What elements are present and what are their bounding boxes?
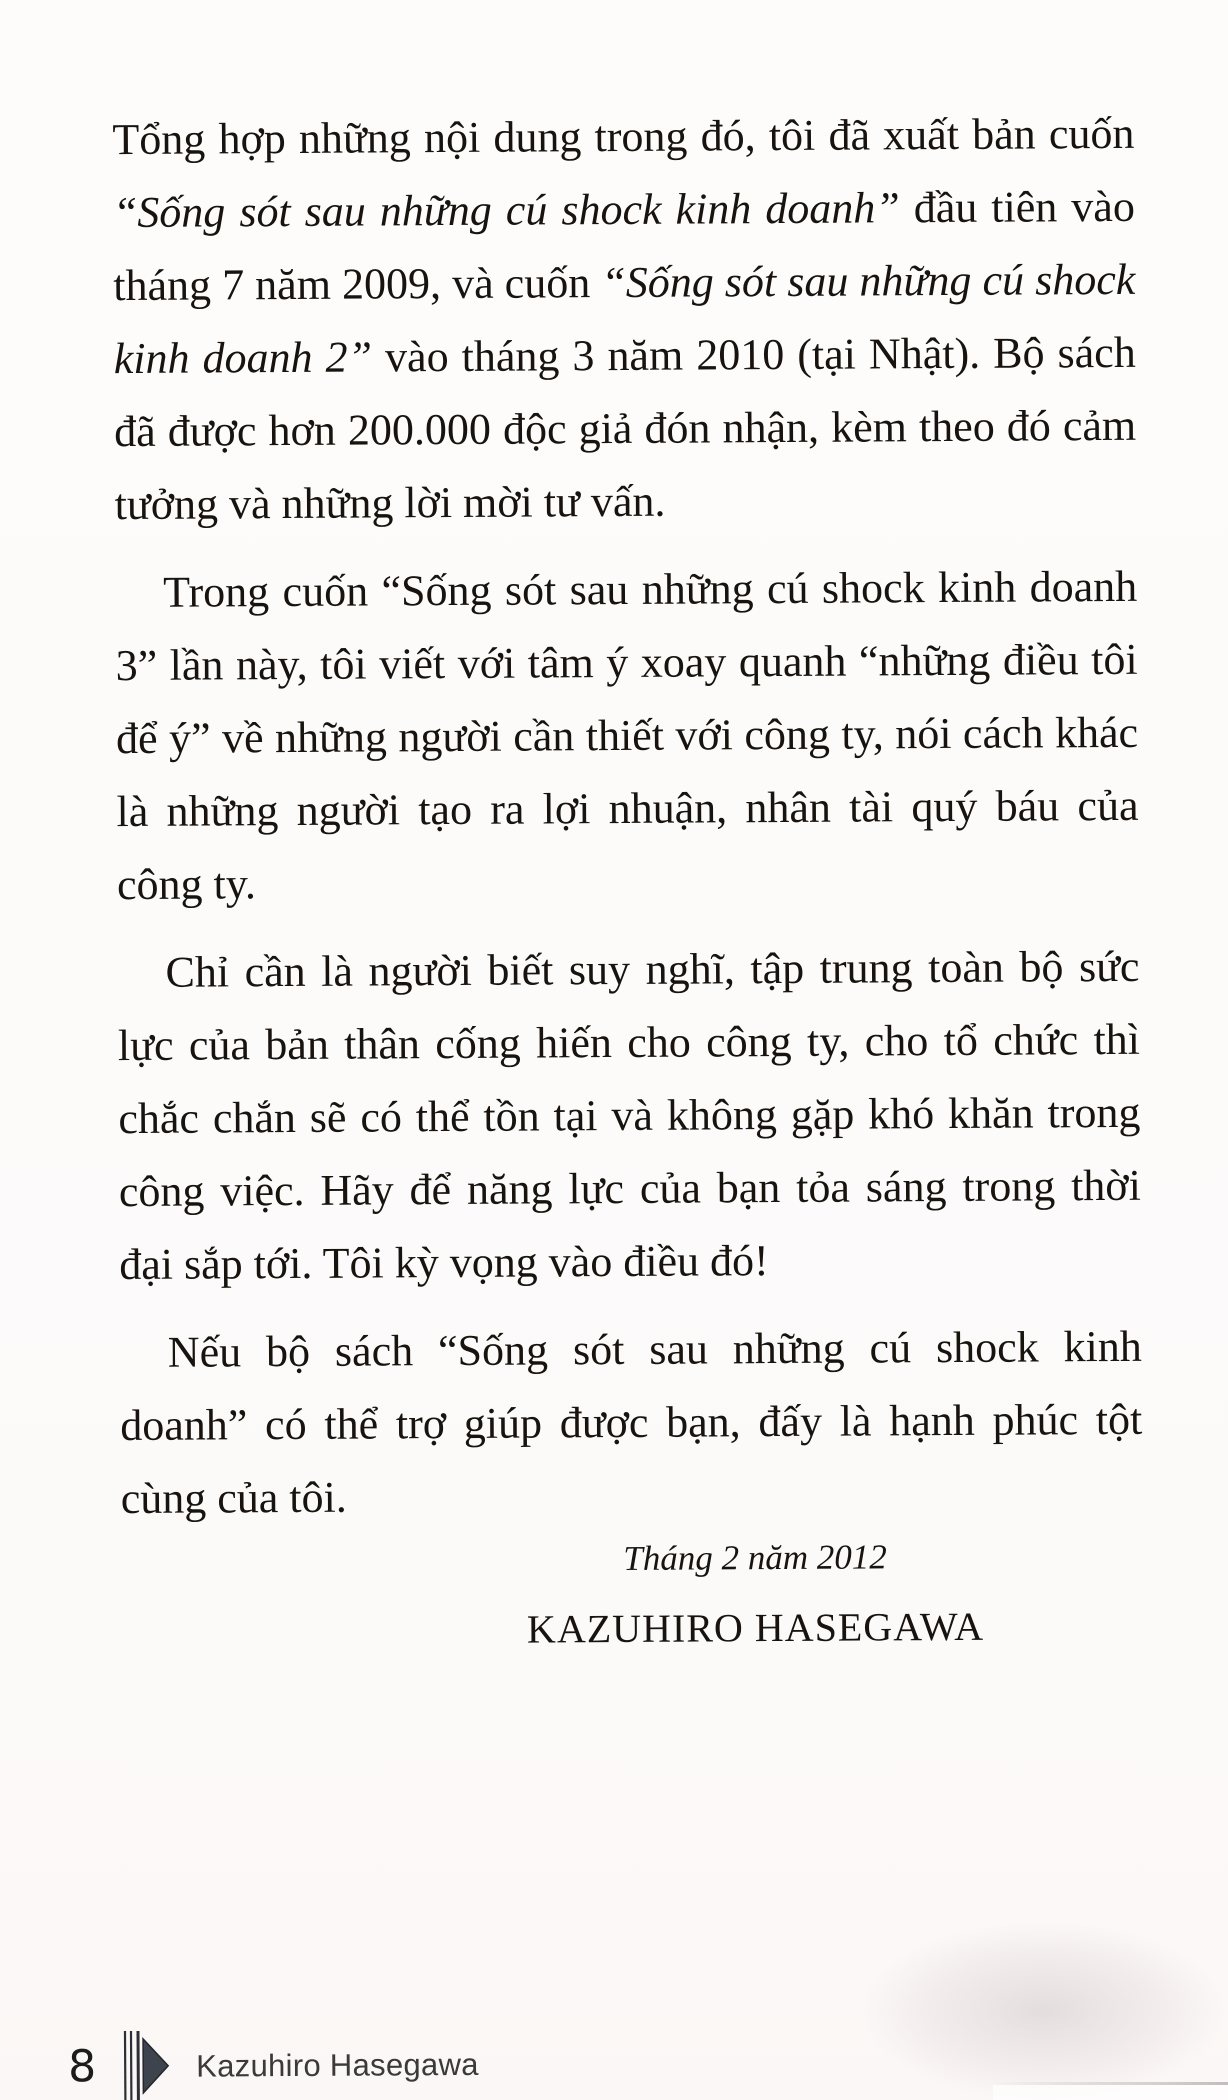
body-text: vào tháng 3 năm 2010 (tại Nhật). Bộ sách đã được hơn 200.000 độc giả đón nhận, kèm theo đó cảm tưởng và những lời mời tư vấn. <box>114 327 1137 530</box>
body-text: Chỉ cần là người biết suy nghĩ, tập trung toàn bộ sức lực của bản thân cống hiến cho công ty, cho tổ chức thì chắc chắn sẽ có thể tồn tại và không gặp khó khăn trong công việc. Hãy để năng lực của bạn tỏa sáng trong thời đại sắp tới. Tôi kỳ vọng vào điều đó! <box>117 941 1141 1290</box>
book-title-italic: “Sống sót sau những cú shock kinh doanh 2” <box>113 254 1136 384</box>
signature-date: Tháng 2 năm 2012 <box>623 1537 887 1578</box>
book-title-italic: “Sống sót sau những cú shock kinh doanh” <box>112 183 900 238</box>
paragraph-2 <box>115 550 1139 921</box>
page-text <box>112 97 1143 1535</box>
page-footer <box>68 2029 479 2100</box>
body-text: Tổng hợp những nội dung trong đó, tôi đã xuất bản cuốn <box>112 108 1135 165</box>
paragraph-4 <box>120 1310 1143 1535</box>
paragraph-3 <box>117 930 1141 1301</box>
signature-name: KAZUHIRO HASEGAWA <box>526 1603 985 1652</box>
page-number: 8 <box>68 2041 97 2093</box>
body-text: Trong cuốn “Sống sót sau những cú shock kinh doanh 3” lần này, tôi viết với tâm ý xoay quanh “những điều tôi để ý” về những người cần thiết với công ty, nói cách khác là những người tạo ra lợi nhuận, nhân tài quý báu của công ty. <box>115 561 1139 910</box>
footer-author: Kazuhiro Hasegawa <box>196 2046 479 2084</box>
signature-block <box>505 1536 1006 1653</box>
fast-forward-icon <box>122 2031 174 2100</box>
body-text: đầu tiên vào tháng 7 năm 2009, và cuốn <box>113 181 1136 311</box>
body-text: Nếu bộ sách “Sống sót sau những cú shock kinh doanh” có thể trợ giúp được bạn, đấy là hạnh phúc tột cùng của tôi. <box>120 1321 1143 1524</box>
paragraph-1 <box>112 97 1137 541</box>
